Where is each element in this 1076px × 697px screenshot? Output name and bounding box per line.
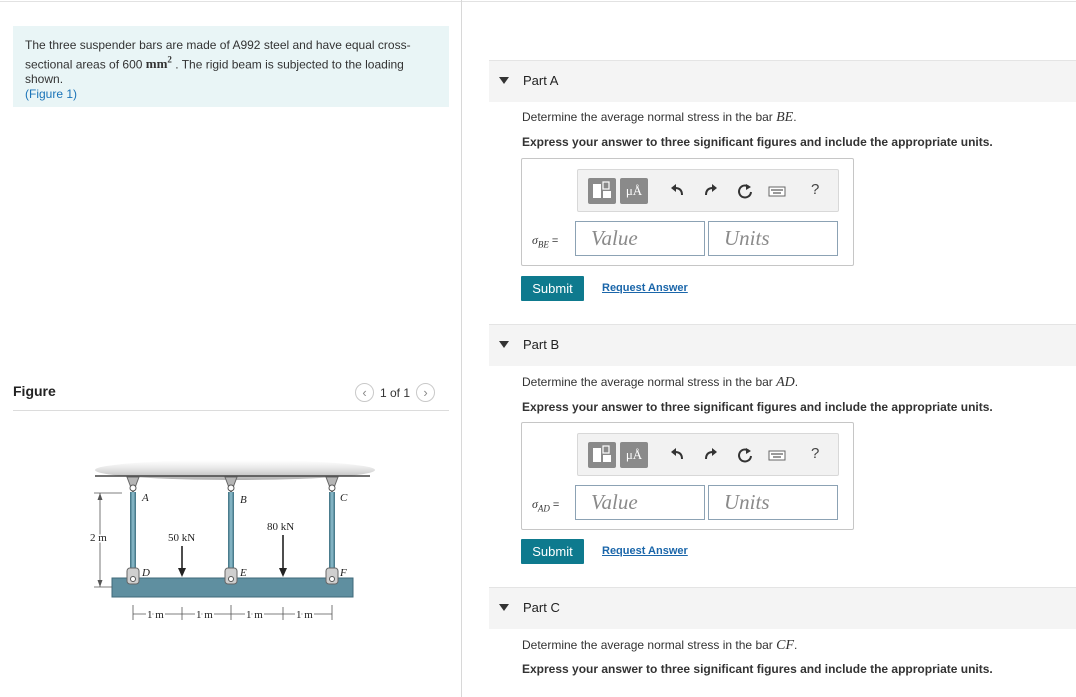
undo-icon[interactable] xyxy=(668,182,686,200)
undo-icon[interactable] xyxy=(668,446,686,464)
next-figure-button[interactable]: › xyxy=(416,383,435,402)
value-input[interactable]: Value xyxy=(575,485,705,520)
part-b-question: Determine the average normal stress in the bar AD. xyxy=(522,375,799,390)
templates-icon xyxy=(588,442,616,468)
pin-d xyxy=(127,568,139,584)
label-e: E xyxy=(240,567,247,579)
math-toolbar xyxy=(577,169,839,212)
label-b: B xyxy=(240,494,247,506)
label-d: D xyxy=(142,567,150,579)
part-a-title: Part A xyxy=(523,73,559,88)
figure-diagram xyxy=(80,450,380,630)
figure-label: Figure xyxy=(13,383,56,399)
part-b-header[interactable] xyxy=(489,324,1076,366)
reset-icon[interactable] xyxy=(736,182,754,200)
math-toolbar xyxy=(577,433,839,476)
part-b-title: Part B xyxy=(523,337,560,352)
pane-divider[interactable] xyxy=(461,0,462,697)
part-a-header[interactable] xyxy=(489,60,1076,102)
part-a-answer-box xyxy=(521,158,854,266)
bar-name: AD xyxy=(776,375,795,390)
redo-icon[interactable] xyxy=(702,182,720,200)
units-input[interactable]: Units xyxy=(708,485,838,520)
sigma-label: $\sigma_{AD}$ = xyxy=(532,497,560,514)
units-input[interactable]: Units xyxy=(708,221,838,256)
units-symbol-button[interactable]: μÅ xyxy=(620,442,648,468)
figure-link[interactable]: (Figure 1) xyxy=(25,87,78,102)
bar-name: BE xyxy=(776,110,794,125)
keyboard-icon[interactable] xyxy=(768,446,786,464)
load-50-label: 50 kN xyxy=(168,532,196,544)
submit-button[interactable]: Submit xyxy=(521,539,584,564)
units-symbol-button[interactable]: μÅ xyxy=(620,178,648,204)
problem-statement xyxy=(13,26,449,107)
part-c-header[interactable] xyxy=(489,587,1076,629)
load-80-label: 80 kN xyxy=(267,521,295,533)
part-b-answer-box xyxy=(521,422,854,530)
part-b-instruction: Express your answer to three significant figures and include the appropriate units. xyxy=(522,400,993,414)
submit-button[interactable]: Submit xyxy=(521,276,584,301)
bar-a xyxy=(127,477,139,574)
bar-b xyxy=(225,477,237,574)
keyboard-icon[interactable] xyxy=(768,182,786,200)
pager-count: 1 of 1 xyxy=(380,385,411,400)
label-f: F xyxy=(340,567,347,579)
collapse-icon xyxy=(499,341,509,348)
bar-name: CF xyxy=(776,638,795,653)
templates-icon xyxy=(588,178,616,204)
collapse-icon xyxy=(499,77,509,84)
prev-figure-button[interactable]: ‹ xyxy=(355,383,374,402)
span-3: 1 m xyxy=(246,609,263,621)
load-50-arrow xyxy=(178,546,186,577)
span-1: 1 m xyxy=(147,609,164,621)
part-c-instruction: Express your answer to three significant figures and include the appropriate units. xyxy=(522,662,993,676)
templates-button[interactable] xyxy=(588,442,616,468)
problem-text-after: . The rigid beam is subjected to the loading shown. xyxy=(25,57,404,87)
figure-pager xyxy=(355,383,435,402)
request-answer-link[interactable]: Request Answer xyxy=(602,545,688,557)
value-input[interactable]: Value xyxy=(575,221,705,256)
height-label: 2 m xyxy=(90,532,107,544)
part-c-question: Determine the average normal stress in the bar CF. xyxy=(522,638,798,653)
problem-text-before: The three suspender bars are made of A992 steel and have equal cross-sectional areas of 600 xyxy=(25,38,411,72)
figure-rule xyxy=(13,410,449,411)
pin-e xyxy=(225,568,237,584)
reset-icon[interactable] xyxy=(736,446,754,464)
sigma-label: $\sigma_{BE}$ = xyxy=(532,233,559,250)
pin-f xyxy=(326,568,338,584)
part-a-instruction: Express your answer to three significant figures and include the appropriate units. xyxy=(522,135,993,149)
bar-c xyxy=(326,477,338,574)
top-rule xyxy=(0,1,1076,2)
help-button[interactable]: ? xyxy=(811,181,820,198)
part-c-title: Part C xyxy=(523,600,560,615)
redo-icon[interactable] xyxy=(702,446,720,464)
load-80-arrow xyxy=(279,535,287,577)
area-unit: $mm^2$ xyxy=(145,55,172,72)
collapse-icon xyxy=(499,604,509,611)
templates-button[interactable] xyxy=(588,178,616,204)
label-a: A xyxy=(142,492,149,504)
request-answer-link[interactable]: Request Answer xyxy=(602,282,688,294)
span-4: 1 m xyxy=(296,609,313,621)
label-c: C xyxy=(340,492,348,504)
help-button[interactable]: ? xyxy=(811,445,820,462)
span-2: 1 m xyxy=(196,609,213,621)
part-a-question: Determine the average normal stress in the bar BE. xyxy=(522,110,797,125)
